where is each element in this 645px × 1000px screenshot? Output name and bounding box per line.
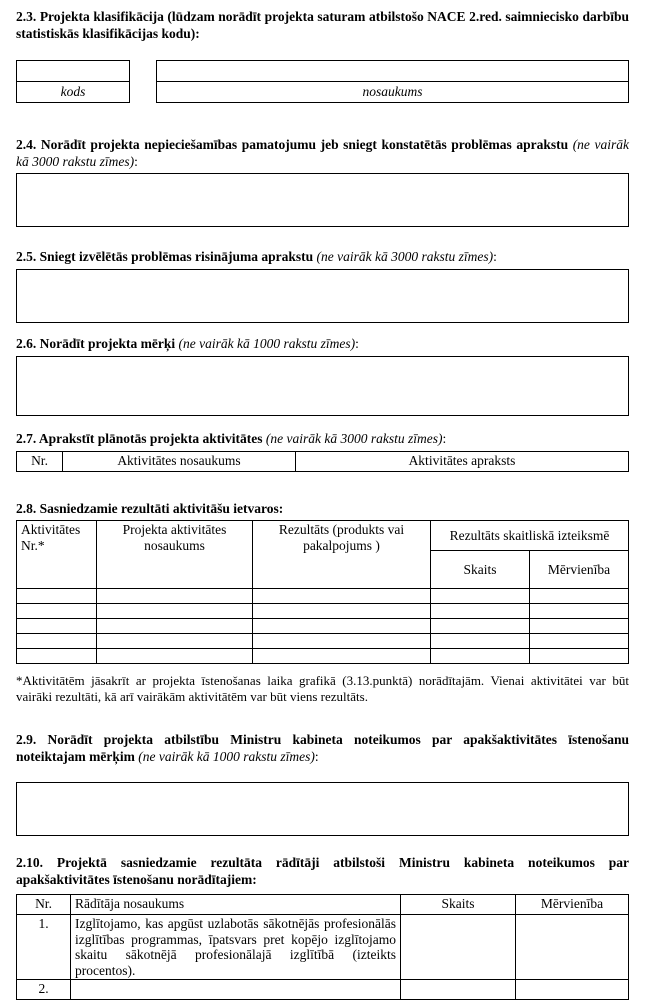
section-2-6-title-italic: (ne vairāk kā 1000 rakstu zīmes) (178, 336, 356, 351)
table-row (17, 649, 629, 664)
activities-header-description: Aktivitātes apraksts (296, 452, 629, 472)
table-row (17, 604, 629, 619)
nace-name-input[interactable] (157, 61, 628, 82)
results-cell[interactable] (530, 619, 629, 634)
results-header-activity-nr: Aktivitātes Nr.* (17, 521, 97, 589)
results-footnote: *Aktivitātēm jāsakrīt ar projekta īstenošanas laika grafikā (3.13.punktā) norādītajām. Vienai aktivitātei var būt vairāki rezultāti, kā arī vairākām aktivitātēm var būt viens rezultāts. (16, 673, 629, 704)
indicators-table (16, 894, 629, 1000)
nace-name-box (156, 60, 629, 103)
section-2-6-title-colon: : (355, 336, 359, 351)
section-2-4-textarea[interactable] (16, 173, 629, 227)
section-2-9-title (16, 731, 629, 765)
section-2-5-title-colon: : (493, 249, 497, 264)
results-cell[interactable] (17, 589, 97, 604)
results-cell[interactable] (530, 634, 629, 649)
results-cell[interactable] (97, 604, 253, 619)
results-cell[interactable] (530, 604, 629, 619)
indicator-count-cell[interactable] (401, 915, 516, 980)
results-cell[interactable] (17, 649, 97, 664)
section-2-9-title-colon: : (314, 749, 319, 764)
section-2-5-title-bold: 2.5. Sniegt izvēlētās problēmas risinājuma aprakstu (16, 249, 317, 264)
indicator-name: Izglītojamo, kas apgūst uzlabotās sākotnējās profesionālās izglītības programmas, īpatsvars pret kopējo izglītojamo skaitu sākotnējā profesionālajā izglītībā (izteikts procentos). (71, 915, 401, 980)
results-header-activity-name: Projekta aktivitātes nosaukums (97, 521, 253, 589)
section-2-5-title-italic: (ne vairāk kā 3000 rakstu zīmes) (316, 249, 494, 264)
results-cell[interactable] (97, 634, 253, 649)
indicator-nr: 1. (17, 915, 71, 980)
indicator-unit-cell[interactable] (516, 980, 629, 1000)
results-cell[interactable] (431, 589, 530, 604)
table-row (17, 619, 629, 634)
section-2-6-title-bold: 2.6. Norādīt projekta mērķi (16, 336, 179, 351)
section-2-4-title-italic: (ne vairāk kā 3000 rakstu zīmes) (16, 137, 629, 169)
results-cell[interactable] (253, 604, 431, 619)
table-row (17, 589, 629, 604)
section-2-9-title-bold: 2.9. Norādīt projekta atbilstību Ministru kabineta noteikumos par apakšaktivitātes īstenošanu noteiktajam mērķim (16, 732, 629, 764)
indicators-header-nr: Nr. (17, 895, 71, 915)
results-cell[interactable] (17, 634, 97, 649)
indicator-name (71, 980, 401, 1000)
results-cell[interactable] (253, 619, 431, 634)
results-cell[interactable] (431, 604, 530, 619)
results-cell[interactable] (431, 634, 530, 649)
results-cell[interactable] (17, 619, 97, 634)
results-header-unit: Mērvienība (530, 551, 629, 589)
section-2-10-title: 2.10. Projektā sasniedzamie rezultāta rādītāji atbilstoši Ministru kabineta noteikumos par apakšaktivitātes īstenošanu norādītajiem: (16, 855, 629, 887)
nace-name-label: nosaukums (362, 84, 423, 99)
table-row (17, 915, 629, 980)
section-2-7-title-colon: : (442, 431, 447, 446)
indicators-header-name: Rādītāja nosaukums (71, 895, 401, 915)
section-2-5-title (16, 248, 629, 265)
activities-header-name: Aktivitātes nosaukums (63, 452, 296, 472)
table-row (17, 634, 629, 649)
indicators-header-unit: Mērvienība (516, 895, 629, 915)
results-header-count: Skaits (431, 551, 530, 589)
indicators-header-count: Skaits (401, 895, 516, 915)
section-2-6-textarea[interactable] (16, 356, 629, 416)
nace-code-box (16, 60, 130, 103)
results-header-result: Rezultāts (produkts vai pakalpojums ) (253, 521, 431, 589)
activities-table (16, 451, 629, 472)
nace-code-label: kods (60, 84, 86, 99)
results-cell[interactable] (431, 649, 530, 664)
section-2-8-title: 2.8. Sasniedzamie rezultāti aktivitāšu ietvaros: (16, 501, 284, 516)
results-cell[interactable] (97, 649, 253, 664)
section-2-3-title: 2.3. Projekta klasifikācija (lūdzam norādīt projekta saturam atbilstošo NACE 2.red. saimniecisko darbību statistiskās klasifikācijas kodu): (16, 9, 629, 41)
table-row (17, 980, 629, 1000)
section-2-4-title (16, 136, 629, 170)
indicator-nr: 2. (17, 980, 71, 1000)
section-2-4-title-bold: 2.4. Norādīt projekta nepieciešamības pamatojumu jeb sniegt konstatētās problēmas aprakstu (16, 137, 573, 152)
nace-classification-fields (16, 60, 629, 103)
results-cell[interactable] (253, 649, 431, 664)
section-2-9-title-italic: (ne vairāk kā 1000 rakstu zīmes) (138, 749, 315, 764)
indicator-count-cell[interactable] (401, 980, 516, 1000)
results-cell[interactable] (253, 634, 431, 649)
section-2-7-title-bold: 2.7. Aprakstīt plānotās projekta aktivitātes (16, 431, 266, 446)
results-cell[interactable] (530, 589, 629, 604)
indicator-unit-cell[interactable] (516, 915, 629, 980)
nace-code-input[interactable] (17, 61, 129, 82)
results-table (16, 520, 629, 664)
section-2-7-title-italic: (ne vairāk kā 3000 rakstu zīmes) (265, 431, 443, 446)
results-cell[interactable] (253, 589, 431, 604)
section-2-4-title-colon: : (134, 154, 138, 169)
section-2-7-title (16, 430, 629, 447)
results-cell[interactable] (530, 649, 629, 664)
results-cell[interactable] (17, 604, 97, 619)
section-2-9-textarea[interactable] (16, 782, 629, 836)
results-cell[interactable] (97, 619, 253, 634)
results-cell[interactable] (97, 589, 253, 604)
section-2-6-title (16, 335, 629, 352)
activities-header-nr: Nr. (17, 452, 63, 472)
results-cell[interactable] (431, 619, 530, 634)
section-2-5-textarea[interactable] (16, 269, 629, 323)
results-header-numeric: Rezultāts skaitliskā izteiksmē (431, 521, 629, 551)
